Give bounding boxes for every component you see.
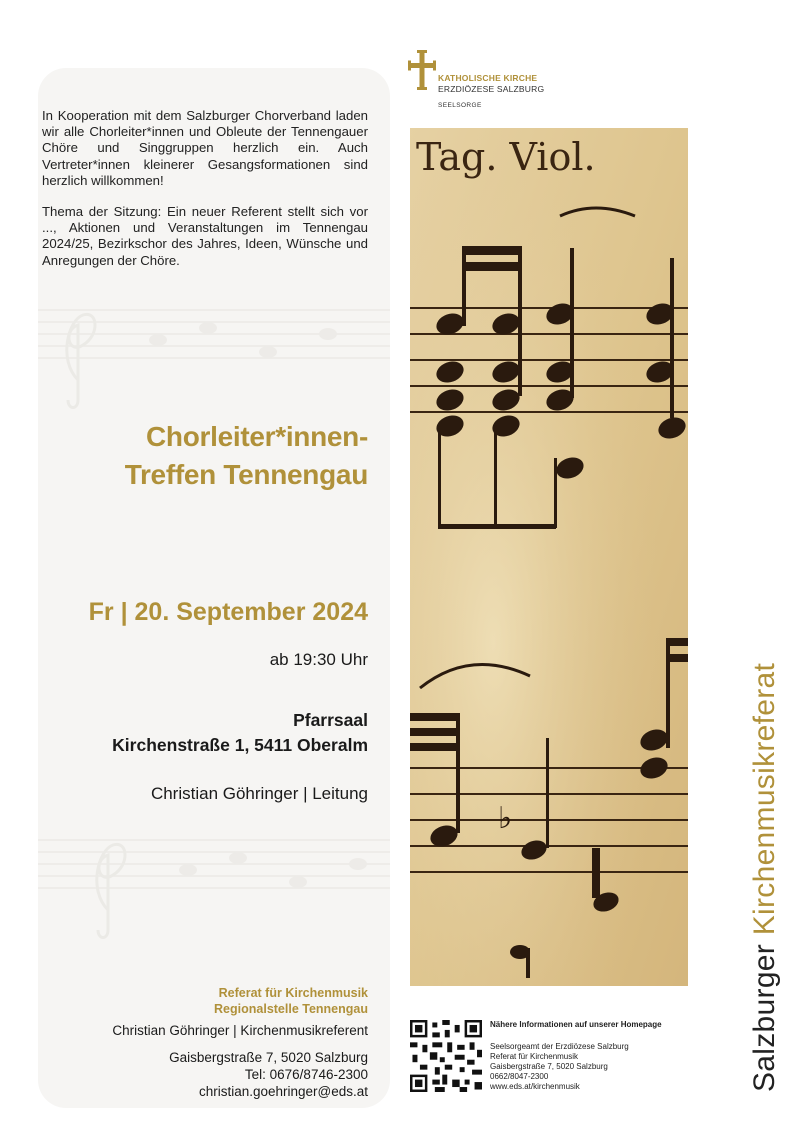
- info-box: [490, 1020, 730, 1092]
- event-lead: Christian Göhringer | Leitung: [150, 784, 368, 803]
- info-line-4: 0662/8047-2300: [490, 1072, 549, 1081]
- info-line-3: Gaisbergstraße 7, 5020 Salzburg: [490, 1062, 608, 1071]
- sheet-music-image: [410, 128, 688, 986]
- venue-address: Kirchenstraße 1, 5411 Oberalm: [112, 735, 368, 755]
- qr-code-icon[interactable]: [410, 1020, 482, 1092]
- logo-line-1: KATHOLISCHE KIRCHE: [438, 73, 538, 83]
- svg-text:♭: ♭: [498, 801, 513, 836]
- event-venue: [42, 708, 368, 758]
- intro-paragraph-1: In Kooperation mit dem Salzburger Chorverband laden wir alle Chorleiter*innen und Obleute der Tennengauer Chöre und Singgruppen herzlich ein. Auch Vertreter*innen kleinerer Gesangsformationen sind herzlich willkommen!: [42, 108, 368, 188]
- contact-block: [42, 1022, 368, 1100]
- intro-paragraph-2: Thema der Sitzung: Ein neuer Referent stellt sich vor ..., Aktionen und Veranstaltungen im Tennengau 2024/25, Bezirkschor des Jahres, Ideen, Wünsche und Anregungen der Chöre.: [42, 204, 368, 268]
- info-line-1: Seelsorgeamt der Erzdiözese Salzburg: [490, 1042, 629, 1051]
- info-line-2: Referat für Kirchenmusik: [490, 1052, 579, 1061]
- logo-line-3: SEELSORGE: [438, 102, 482, 109]
- headline: [42, 418, 368, 494]
- contact-email[interactable]: christian.goehringer@eds.at: [198, 1084, 368, 1099]
- event-time: ab 19:30 Uhr: [269, 650, 368, 669]
- referat-title: [42, 985, 368, 1017]
- referat-line-2: Regionalstelle Tennengau: [214, 1002, 368, 1016]
- side-title-word-2: Kirchenmusikreferat: [748, 662, 781, 936]
- contact-address: Gaisbergstraße 7, 5020 Salzburg: [169, 1050, 368, 1065]
- info-heading: Nähere Informationen auf unserer Homepage: [490, 1020, 662, 1029]
- contact-phone: Tel: 0676/8746-2300: [244, 1067, 368, 1082]
- referat-line-1: Referat für Kirchenmusik: [218, 986, 368, 1000]
- church-logo: [408, 50, 628, 110]
- watermark-music-top: [38, 260, 390, 440]
- watermark-music-bottom: [38, 780, 390, 960]
- headline-line-1: Chorleiter*innen-: [145, 421, 368, 452]
- headline-line-2: Treffen Tennengau: [124, 459, 368, 490]
- side-title-word-1: Salzburger: [748, 935, 781, 1092]
- logo-line-2: ERZDIÖZESE SALZBURG: [438, 84, 545, 94]
- event-date: Fr | 20. September 2024: [88, 598, 368, 626]
- venue-name: Pfarrsaal: [293, 710, 368, 730]
- info-website-link[interactable]: www.eds.at/kirchenmusik: [490, 1082, 580, 1091]
- sheet-heading: Tag. Viol.: [416, 135, 596, 179]
- cross-icon: [408, 50, 436, 90]
- intro-text: [42, 108, 368, 284]
- side-title: [748, 663, 782, 1092]
- contact-person: Christian Göhringer | Kirchenmusikreferent: [112, 1023, 368, 1038]
